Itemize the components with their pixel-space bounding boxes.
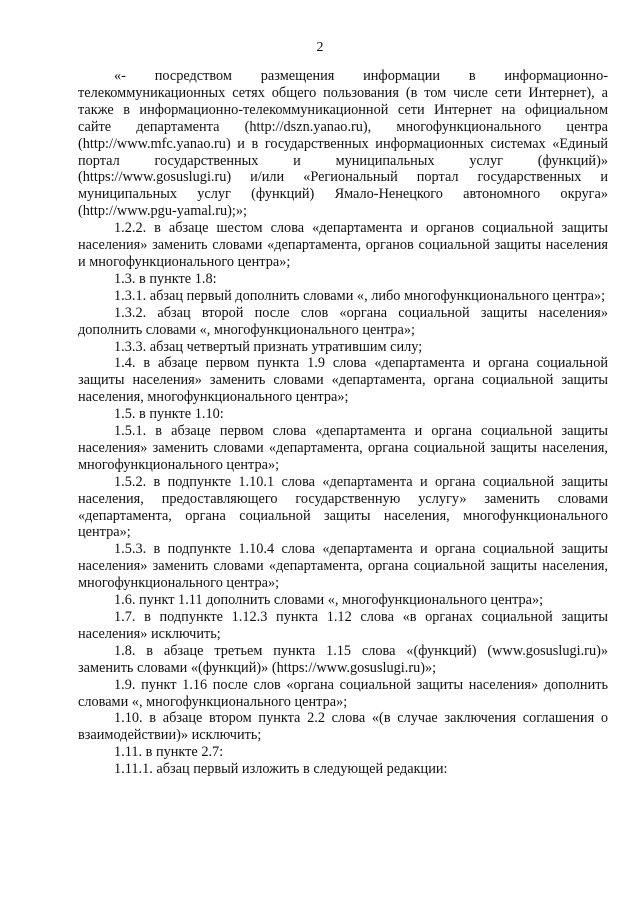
paragraph: 1.5.2. в подпункте 1.10.1 слова «департамента и органа социальной защиты населения, предоставляющего государственную услугу» заменить словами «департамента, органа социальной защиты населения, многофункционального центра»; <box>78 473 608 541</box>
paragraph: 1.11. в пункте 2.7: <box>114 744 224 761</box>
paragraph: 1.3.3. абзац четвертый признать утратившим силу; <box>114 338 423 355</box>
paragraph: 1.11.1. абзац первый изложить в следующей редакции: <box>114 761 448 778</box>
paragraph: 1.8. в абзаце третьем пункта 1.15 слова «(функций) (www.gosuslugi.ru)» заменить словами «(функций)» (https://www.gosuslugi.ru)»; <box>78 642 608 676</box>
paragraph: 1.3. в пункте 1.8: <box>114 270 217 287</box>
document-body <box>78 68 608 778</box>
paragraph: «- посредством размещения информации в информационно-телекоммуникационных сетях общего пользования (в том числе сети Интернет), а также в информационно-телекоммуникационной сети Интернет на официальном сайте департамента (http://dszn.yanao.ru), многофункционального центра (http://www.mfc.yanao.ru) и в государственных информационных системах «Единый портал государственных и муниципальных услуг (функций)» (https://www.gosuslugi.ru) и/или «Региональный портал государственных и муниципальных услуг (функций) Ямало-Ненецкого автономного округа» (http://www.pgu-yamal.ru);»; <box>78 68 608 220</box>
paragraph: 1.10. в абзаце втором пункта 2.2 слова «(в случае заключения соглашения о взаимодействии)» исключить; <box>78 710 608 744</box>
paragraph: 1.9. пункт 1.16 после слов «органа социальной защиты населения» дополнить словами «, многофункционального центра»; <box>78 676 608 710</box>
paragraph: 1.6. пункт 1.11 дополнить словами «, многофункционального центра»; <box>114 592 544 609</box>
page-number: 2 <box>316 40 324 55</box>
paragraph: 1.2.2. в абзаце шестом слова «департамента и органов социальной защиты населения» заменить словами «департамента, органов социальной защиты населения и многофункционального центра»; <box>78 220 608 270</box>
paragraph: 1.7. в подпункте 1.12.3 пункта 1.12 слова «в органах социальной защиты населения» исключить; <box>78 609 608 642</box>
paragraph: 1.3.1. абзац первый дополнить словами «, либо многофункционального центра»; <box>114 287 606 304</box>
paragraph: 1.5.3. в подпункте 1.10.4 слова «департамента и органа социальной защиты населения» заменить словами «департамента, органа социальной защиты населения, многофункционального центра»; <box>78 541 608 592</box>
paragraph: 1.4. в абзаце первом пункта 1.9 слова «департамента и органа социальной защиты населения» заменить словами «департамента, органа социальной защиты населения, многофункционального центра»; <box>78 355 608 406</box>
paragraph: 1.3.2. абзац второй после слов «органа социальной защиты населения» дополнить словами «, многофункционального центра»; <box>78 304 608 338</box>
paragraph: 1.5. в пункте 1.10: <box>114 406 224 423</box>
paragraph: 1.5.1. в абзаце первом слова «департамента и органа социальной защиты населения» заменить словами «департамента, органа социальной защиты населения, многофункционального центра»; <box>78 423 608 473</box>
